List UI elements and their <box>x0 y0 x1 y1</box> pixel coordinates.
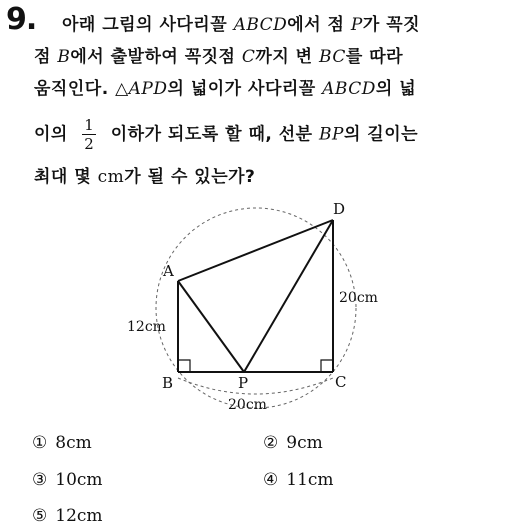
choice-text: 8cm <box>55 433 92 453</box>
choice-2[interactable] <box>263 433 323 453</box>
math-var: B <box>57 47 71 67</box>
right-angle-b <box>178 360 190 372</box>
question-text: 의 길이는 <box>343 124 419 145</box>
segment-ap <box>178 281 244 372</box>
question-number: 9. <box>6 2 37 37</box>
math-var: ABCD <box>322 79 376 99</box>
math-var: ABCD <box>233 15 288 35</box>
ab-length-label: 12cm <box>127 319 166 335</box>
circumscribed-circle <box>156 208 356 408</box>
segment-dp <box>244 220 333 372</box>
unit-text: cm <box>97 167 125 187</box>
choice-marker: ⑤ <box>32 506 48 526</box>
choice-text: 11cm <box>286 470 334 490</box>
fraction-denominator: 2 <box>84 135 95 153</box>
question-text: 까지 변 <box>255 47 320 67</box>
label-d: D <box>333 200 346 218</box>
question-text: 아래 그림의 사다리꼴 <box>62 15 234 35</box>
choice-4[interactable] <box>263 470 334 490</box>
question-text: 최대 몇 <box>34 167 98 187</box>
choice-text: 10cm <box>55 470 103 490</box>
math-var: P <box>350 15 363 35</box>
question-text: 의 넓이가 사다리꼴 <box>167 79 323 99</box>
fraction-numerator: 1 <box>84 116 95 134</box>
question-text: 움직인다. △ <box>34 79 129 99</box>
label-p: P <box>238 374 249 392</box>
choice-1[interactable] <box>32 433 92 453</box>
bc-length-label: 20cm <box>228 397 267 413</box>
right-angle-c <box>321 360 333 372</box>
label-c: C <box>335 373 347 391</box>
choice-marker: ④ <box>263 470 279 490</box>
math-var: C <box>241 47 256 67</box>
question-text: 를 따라 <box>345 47 404 67</box>
math-var: BC <box>319 47 346 67</box>
side-ad <box>178 220 333 281</box>
question-text: 의 넓 <box>375 79 417 99</box>
choice-text: 9cm <box>286 433 323 453</box>
math-var: BP <box>319 124 344 145</box>
math-var: APD <box>128 79 168 99</box>
question-text: 에서 출발하여 꼭짓점 <box>70 47 242 67</box>
choice-marker: ② <box>263 433 279 453</box>
choice-marker: ① <box>32 433 48 453</box>
question-text: 점 <box>34 47 58 67</box>
cd-length-label: 20cm <box>339 290 378 306</box>
question-text: 가 꼭짓 <box>362 15 421 35</box>
question-text: 에서 점 <box>287 15 351 35</box>
bc-dimension-curve <box>178 378 333 394</box>
choice-3[interactable] <box>32 470 103 490</box>
question-text: 이의 <box>34 124 75 145</box>
choice-text: 12cm <box>55 506 103 526</box>
question-text: 가 될 수 있는가? <box>124 167 256 187</box>
label-a: A <box>163 262 174 280</box>
choice-marker: ③ <box>32 470 48 490</box>
label-b: B <box>162 374 174 392</box>
question-text: 이하가 되도록 할 때, 선분 <box>104 124 320 145</box>
choice-5[interactable] <box>32 506 103 526</box>
